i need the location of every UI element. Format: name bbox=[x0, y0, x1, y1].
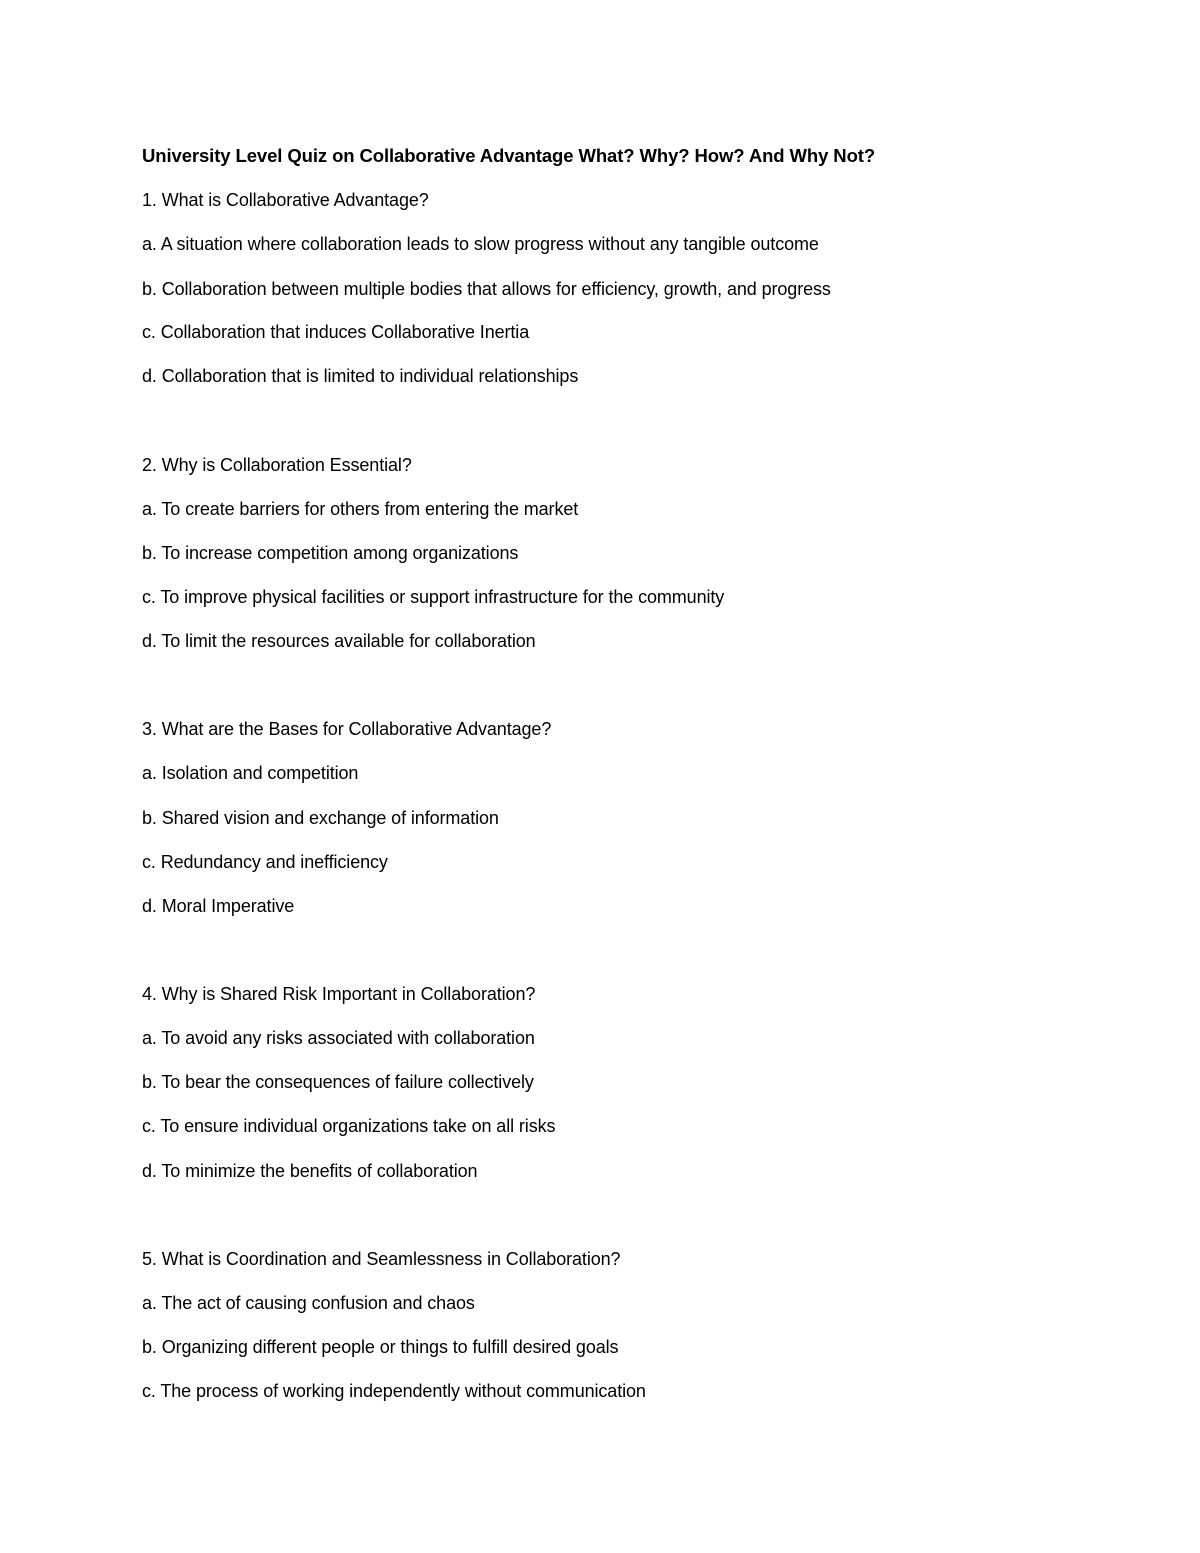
question-1: 1. What is Collaborative Advantage? bbox=[142, 190, 429, 210]
question-3-option-a: a. Isolation and competition bbox=[142, 763, 359, 783]
question-4-option-a: a. To avoid any risks associated with collaboration bbox=[142, 1028, 535, 1048]
question-4-option-d: d. To minimize the benefits of collaboration bbox=[142, 1161, 478, 1181]
question-4-option-b: b. To bear the consequences of failure collectively bbox=[142, 1072, 534, 1092]
question-4: 4. Why is Shared Risk Important in Collaboration? bbox=[142, 984, 536, 1004]
question-2-option-d: d. To limit the resources available for collaboration bbox=[142, 631, 536, 651]
question-5-option-b: b. Organizing different people or things to fulfill desired goals bbox=[142, 1337, 619, 1357]
question-3-option-b: b. Shared vision and exchange of information bbox=[142, 808, 499, 828]
question-5: 5. What is Coordination and Seamlessness in Collaboration? bbox=[142, 1249, 621, 1269]
question-1-option-c: c. Collaboration that induces Collaborative Inertia bbox=[142, 322, 530, 342]
question-4-option-c: c. To ensure individual organizations take on all risks bbox=[142, 1116, 556, 1136]
document-title: University Level Quiz on Collaborative Advantage What? Why? How? And Why Not? bbox=[142, 145, 876, 166]
question-2-option-a: a. To create barriers for others from entering the market bbox=[142, 499, 579, 519]
question-5-option-a: a. The act of causing confusion and chaos bbox=[142, 1293, 475, 1313]
question-2-option-b: b. To increase competition among organizations bbox=[142, 543, 519, 563]
question-5-option-c: c. The process of working independently without communication bbox=[142, 1381, 646, 1401]
question-1-option-b: b. Collaboration between multiple bodies that allows for efficiency, growth, and progress bbox=[142, 279, 831, 299]
question-1-option-d: d. Collaboration that is limited to individual relationships bbox=[142, 366, 579, 386]
question-2-option-c: c. To improve physical facilities or support infrastructure for the community bbox=[142, 587, 725, 607]
question-3-option-d: d. Moral Imperative bbox=[142, 896, 295, 916]
question-3-option-c: c. Redundancy and inefficiency bbox=[142, 852, 388, 872]
question-2: 2. Why is Collaboration Essential? bbox=[142, 455, 412, 475]
question-3: 3. What are the Bases for Collaborative Advantage? bbox=[142, 719, 552, 739]
question-1-option-a: a. A situation where collaboration leads to slow progress without any tangible outcome bbox=[142, 234, 819, 254]
